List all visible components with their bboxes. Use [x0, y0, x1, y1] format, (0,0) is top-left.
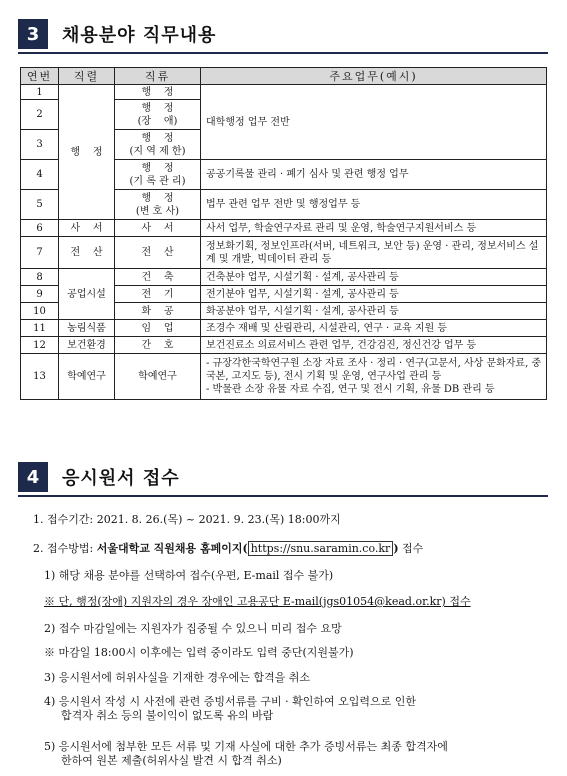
table-row: [21, 354, 547, 400]
apply-note-2: [44, 646, 354, 660]
row-series: 전 산: [59, 237, 115, 269]
table-row: [21, 337, 547, 354]
row-duty: 보건진료소 의료서비스 관련 업무, 건강검진, 정신건강 업무 등: [201, 337, 547, 354]
row-branch: 임 업: [115, 320, 201, 337]
apply-item-5-line-2: 한하여 원본 제출(허위사실 발견 시 합격 취소): [61, 754, 282, 767]
apply-period: [33, 513, 341, 527]
row-duty: 대학행정 업무 전반: [201, 85, 547, 160]
section-4-title: 응시원서 접수: [62, 468, 180, 489]
row-duty: 정보화기획, 정보인프라(서버, 네트워크, 보안 등) 운영 · 관리, 정보서비스 설계 및 개발, 빅데이터 관리 등: [201, 237, 547, 269]
apply-item-4-line-1: 4) 응시원서 작성 시 사전에 관련 증빙서류를 구비 · 확인하여 오입력으로 인한: [44, 695, 417, 708]
job-duty-table: [20, 67, 547, 400]
row-no: 2: [21, 100, 59, 130]
row-no: 8: [21, 269, 59, 286]
row-branch: 학예연구: [115, 354, 201, 400]
table-row: [21, 85, 547, 100]
row-duty: 전기분야 업무, 시설기획 · 설계, 공사관리 등: [201, 286, 547, 303]
apply-method: [33, 542, 423, 556]
row-branch: 행 정: [115, 85, 201, 100]
row-no: 11: [21, 320, 59, 337]
row-branch: 행 정 (지 역 제 한): [115, 130, 201, 160]
row-duty: 공공기록물 관리 · 폐기 심사 및 관련 행정 업무: [201, 160, 547, 190]
table-row: [21, 237, 547, 269]
apply-item-3-text: 3) 응시원서에 허위사실을 기재한 경우에는 합격을 취소: [44, 671, 311, 684]
apply-item-4-line-2: 합격자 취소 등의 불이익이 없도록 유의 바람: [61, 709, 274, 722]
row-duty: 조경수 재배 및 산림관리, 시설관리, 연구 · 교육 지원 등: [201, 320, 547, 337]
row-branch: 행 정 (변 호 사): [115, 190, 201, 220]
apply-method-url-link[interactable]: https://snu.saramin.co.kr: [248, 541, 394, 556]
row-branch: 행 정 (장 애): [115, 100, 201, 130]
apply-note-1-text: ※ 단, 행정(장애) 지원자의 경우 장애인 고용공단 E-mail(jgs01054@kead.or.kr) 접수: [44, 595, 471, 608]
row-duty: 사서 업무, 학술연구자료 관리 및 운영, 학술연구지원서비스 등: [201, 220, 547, 237]
row-series: 보건환경: [59, 337, 115, 354]
row-no: 1: [21, 85, 59, 100]
section-4-header: [18, 462, 548, 492]
apply-item-5-line-1: 5) 응시원서에 첨부한 모든 서류 및 기재 사실에 대한 추가 증빙서류는 최종 합격자에: [44, 740, 448, 753]
row-series: 농림식품: [59, 320, 115, 337]
row-no: 3: [21, 130, 59, 160]
apply-method-suffix: 접수: [402, 542, 424, 555]
section-3-header: [18, 19, 548, 49]
row-branch: 행 정 (기 록 관 리): [115, 160, 201, 190]
apply-item-3: [44, 671, 310, 685]
row-no: 9: [21, 286, 59, 303]
row-no: 6: [21, 220, 59, 237]
row-duty: 법무 관련 업무 전반 및 행정업무 등: [201, 190, 547, 220]
section-3-rule: [18, 52, 548, 54]
section-4-rule: [18, 495, 548, 497]
row-branch: 전 기: [115, 286, 201, 303]
section-3-title: 채용분야 직무내용: [62, 25, 217, 46]
apply-method-close: ): [393, 542, 399, 555]
table-header-row: [21, 68, 547, 85]
row-no: 5: [21, 190, 59, 220]
row-branch: 사 서: [115, 220, 201, 237]
section-3-number: 3: [18, 19, 48, 49]
apply-item-5: [44, 740, 448, 768]
row-branch: 건 축: [115, 269, 201, 286]
apply-note-2-text: ※ 마감일 18:00시 이후에는 입력 중이라도 입력 중단(지원불가): [44, 646, 354, 659]
row-branch: 간 호: [115, 337, 201, 354]
row-duty: 화공분야 업무, 시설기획 · 설계, 공사관리 등: [201, 303, 547, 320]
row-no: 12: [21, 337, 59, 354]
row-no: 13: [21, 354, 59, 400]
apply-item-2: [44, 622, 342, 636]
row-series: 공업시설: [59, 269, 115, 320]
apply-method-site: 서울대학교 직원채용 홈페이지(: [96, 542, 248, 555]
row-duty: 건축분야 업무, 시설기획 · 설계, 공사관리 등: [201, 269, 547, 286]
table-row: [21, 269, 547, 286]
row-branch: 전 산: [115, 237, 201, 269]
apply-item-1-text: 1) 해당 채용 분야를 선택하여 접수(우편, E-mail 접수 불가): [44, 569, 334, 582]
table-row: [21, 320, 547, 337]
apply-item-2-text: 2) 접수 마감일에는 지원자가 집중될 수 있으니 미리 접수 요망: [44, 622, 342, 635]
apply-method-prefix: 2. 접수방법:: [33, 542, 94, 555]
row-series: 사 서: [59, 220, 115, 237]
header-branch: 직류: [115, 68, 201, 85]
row-series: 학예연구: [59, 354, 115, 400]
row-no: 4: [21, 160, 59, 190]
header-no: 연번: [21, 68, 59, 85]
header-duty: 주요업무(예시): [201, 68, 547, 85]
row-no: 7: [21, 237, 59, 269]
row-duty: - 규장각한국학연구원 소장 자료 조사 · 정리 · 연구(고문서, 사상 문화자료, 중국본, 고지도 등), 전시 기획 및 운영, 연구사업 관리 등 - 박물관 소장 유물 자료 수집, 연구 및 전시 기획, 유물 DB 관리 등: [201, 354, 547, 400]
apply-period-text: 1. 접수기간: 2021. 8. 26.(목) ~ 2021. 9. 23.(목) 18:00까지: [33, 513, 341, 526]
section-4-number: 4: [18, 462, 48, 492]
apply-item-4: [44, 695, 416, 723]
row-no: 10: [21, 303, 59, 320]
table-row: [21, 220, 547, 237]
apply-note-1: [44, 595, 471, 609]
header-series: 직렬: [59, 68, 115, 85]
row-branch: 화 공: [115, 303, 201, 320]
apply-item-1: [44, 569, 333, 583]
row-series: 행 정: [59, 85, 115, 220]
